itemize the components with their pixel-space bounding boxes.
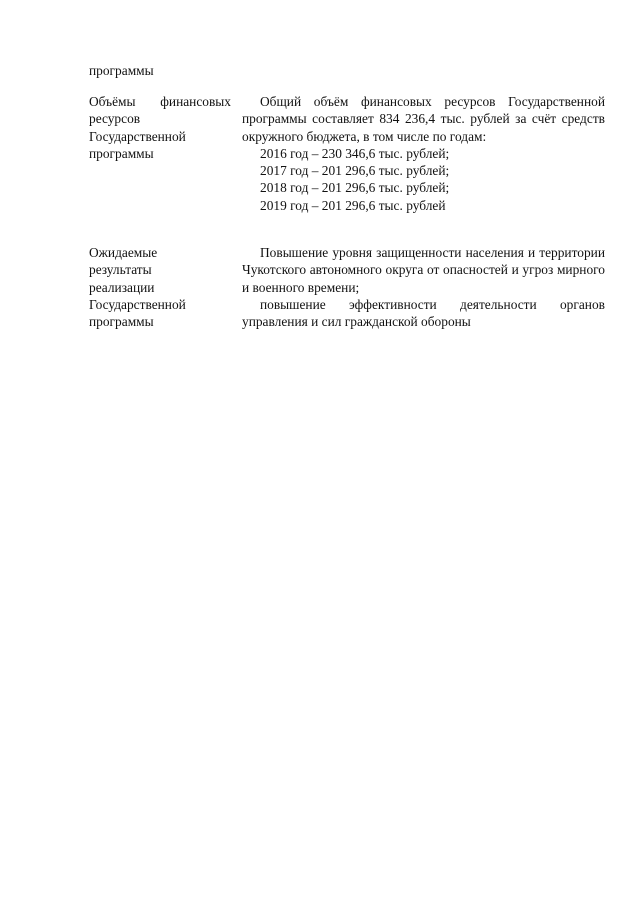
finance-intro-paragraph: Общий объём финансовых ресурсов Государственной программы составляет 834 236,4 тыс. рублей за счёт средств окружного бюджета, в том числе по годам: xyxy=(242,94,605,144)
finance-label-line: Объёмы финансовых xyxy=(89,94,231,109)
previous-row-label-continuation: программы xyxy=(89,63,154,78)
finance-label xyxy=(89,93,231,162)
finance-year-item: 2019 год – 201 296,6 тыс. рублей xyxy=(260,197,446,213)
finance-year-list xyxy=(242,145,605,214)
results-label-line: реализации xyxy=(89,279,155,295)
results-label-line: Государственной xyxy=(89,296,186,312)
results-value xyxy=(242,244,605,330)
finance-value xyxy=(242,93,605,214)
results-label-line: программы xyxy=(89,314,154,330)
finance-label-line: ресурсов xyxy=(89,111,141,127)
finance-year-item: 2016 год – 230 346,6 тыс. рублей; xyxy=(260,145,450,161)
finance-label-line: программы xyxy=(89,145,154,161)
results-label-line: Ожидаемые xyxy=(89,245,158,260)
results-label xyxy=(89,244,231,330)
finance-label-line: Государственной xyxy=(89,128,186,144)
results-label-line: результаты xyxy=(89,262,152,278)
finance-year-item: 2017 год – 201 296,6 тыс. рублей; xyxy=(260,163,450,179)
results-paragraph: Повышение уровня защищенности населения и территории Чукотского автономного округа от опасностей и угроз мирного и военного времени; xyxy=(242,245,605,295)
finance-year-item: 2018 год – 201 296,6 тыс. рублей; xyxy=(260,180,450,196)
results-paragraph: повышение эффективности деятельности органов управления и сил гражданской обороны xyxy=(242,296,605,330)
